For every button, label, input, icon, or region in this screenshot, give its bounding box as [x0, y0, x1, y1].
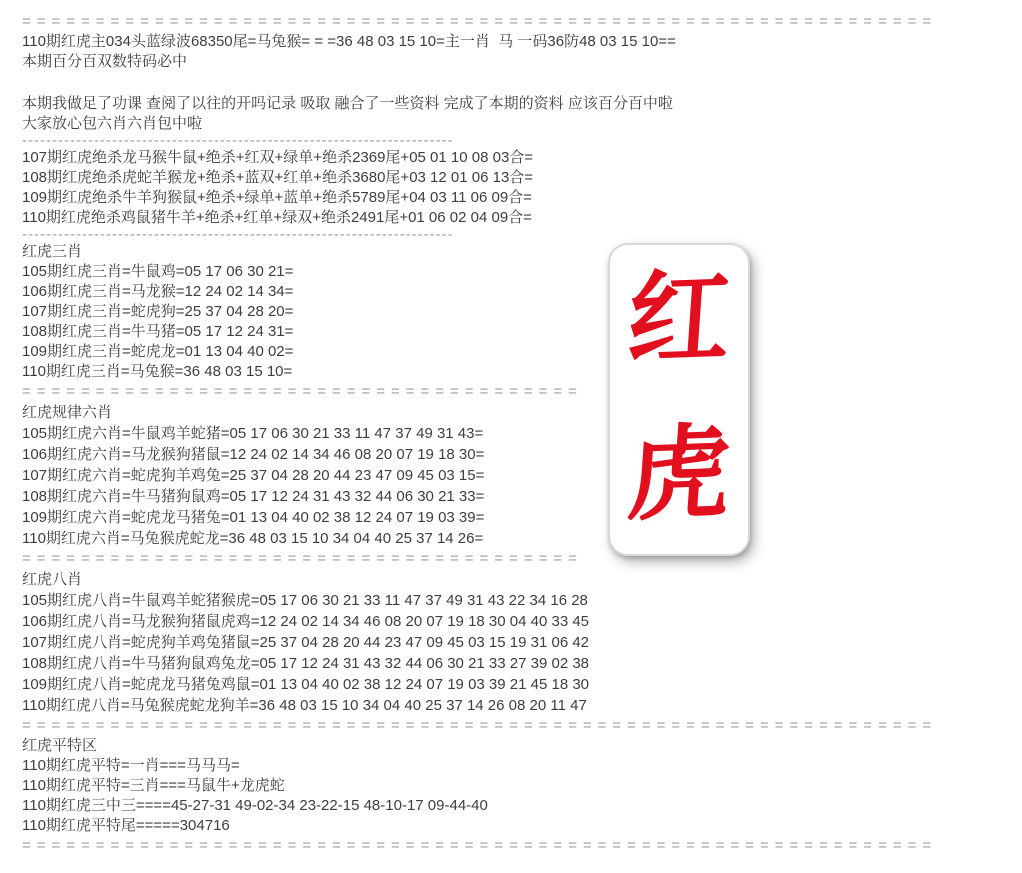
separator: ==============================================================	[22, 717, 938, 734]
liuxiao-title: 红虎规律六肖	[22, 404, 113, 421]
sanxiao-title: 红虎三肖	[22, 243, 83, 260]
separator: ======================================	[22, 550, 583, 567]
juesha-row: 108期红虎绝杀虎蛇羊猴龙+绝杀+蓝双+红单+绝杀3680尾+03 12 01 06 13合=	[22, 169, 534, 186]
red-tiger-badge	[608, 243, 750, 556]
juesha-row: 110期红虎绝杀鸡鼠猪牛羊+绝杀+红单+绿双+绝杀2491尾+01 06 02 04 09合=	[22, 209, 532, 226]
baxiao-row: 106期红虎八肖=马龙猴狗猪鼠虎鸡=12 24 02 14 34 46 08 20 07 19 18 30 04 40 33 45	[22, 613, 590, 630]
pingte-row: 110期红虎平特尾=====304716	[22, 817, 230, 834]
badge-char-hong: 红	[623, 258, 735, 381]
juesha-row: 107期红虎绝杀龙马猴牛鼠+绝杀+红双+绿单+绝杀2369尾+05 01 10 08 03合=	[22, 149, 534, 166]
baxiao-row: 105期红虎八肖=牛鼠鸡羊蛇猪猴虎=05 17 06 30 21 33 11 47 37 49 31 43 22 34 16 28	[22, 592, 588, 609]
sub-prediction-line: 本期百分百双数特码必中	[22, 53, 188, 70]
liuxiao-row: 110期红虎六肖=马兔猴虎蛇龙=36 48 03 15 10 34 04 40 25 37 14 26=	[22, 530, 484, 547]
liuxiao-section	[22, 402, 937, 549]
dashed-separator: ------------------------------------------------------------------------	[22, 228, 454, 242]
pingte-row: 110期红虎三中三====45-27-31 49-02-34 23-22-15 48-10-17 09-44-40	[22, 797, 488, 814]
separator-bottom: ==============================================================	[22, 837, 938, 854]
spacer	[22, 72, 937, 94]
liuxiao-row: 108期红虎六肖=牛马猪狗鼠鸡=05 17 12 24 31 43 32 44 06 30 21 33=	[22, 488, 485, 505]
pingte-title: 红虎平特区	[22, 737, 98, 754]
sanxiao-row: 107期红虎三肖=蛇虎狗=25 37 04 28 20=	[22, 303, 294, 320]
baxiao-section	[22, 569, 937, 716]
main-prediction-line: 110期红虎主034头蓝绿波68350尾=马兔猴= = =36 48 03 15 10=主一肖 马 一码36防48 03 15 10==	[22, 33, 676, 50]
pingte-row: 110期红虎平特=三肖===马鼠牛+龙虎蛇	[22, 777, 285, 794]
intro-line-2: 大家放心包六肖六肖包中啦	[22, 115, 203, 132]
sanxiao-section	[22, 242, 937, 382]
sanxiao-row: 105期红虎三肖=牛鼠鸡=05 17 06 30 21=	[22, 263, 294, 280]
liuxiao-row: 107期红虎六肖=蛇虎狗羊鸡兔=25 37 04 28 20 44 23 47 09 45 03 15=	[22, 467, 485, 484]
sanxiao-row: 109期红虎三肖=蛇虎龙=01 13 04 40 02=	[22, 343, 294, 360]
intro-line-1: 本期我做足了功课 查阅了以往的开吗记录 吸取 融合了一些资料 完成了本期的资料 应该百分百中啦	[22, 95, 673, 112]
baxiao-row: 107期红虎八肖=蛇虎狗羊鸡兔猪鼠=25 37 04 28 20 44 23 47 09 45 03 15 19 31 06 42	[22, 634, 590, 651]
baxiao-row: 108期红虎八肖=牛马猪狗鼠鸡兔龙=05 17 12 24 31 43 32 44 06 30 21 33 27 39 02 38	[22, 655, 590, 672]
dashed-separator: ------------------------------------------------------------------------	[22, 134, 454, 148]
post-body	[22, 12, 937, 856]
pingte-section	[22, 736, 937, 836]
pingte-row: 110期红虎平特=一肖===马马马=	[22, 757, 240, 774]
juesha-section	[22, 148, 937, 228]
baxiao-row: 110期红虎八肖=马兔猴虎蛇龙狗羊=36 48 03 15 10 34 04 40 25 37 14 26 08 20 11 47	[22, 697, 587, 714]
sanxiao-row: 108期红虎三肖=牛马猪=05 17 12 24 31=	[22, 323, 294, 340]
liuxiao-row: 106期红虎六肖=马龙猴狗猪鼠=12 24 02 14 34 46 08 20 07 19 18 30=	[22, 446, 485, 463]
separator: ======================================	[22, 383, 583, 400]
sanxiao-row: 110期红虎三肖=马兔猴=36 48 03 15 10=	[22, 363, 293, 380]
juesha-row: 109期红虎绝杀牛羊狗猴鼠+绝杀+绿单+蓝单+绝杀5789尾+04 03 11 06 09合=	[22, 189, 532, 206]
baxiao-title: 红虎八肖	[22, 571, 83, 588]
liuxiao-row: 109期红虎六肖=蛇虎龙马猪兔=01 13 04 40 02 38 12 24 07 19 03 39=	[22, 509, 485, 526]
separator-top: ==============================================================	[22, 13, 938, 30]
sanxiao-row: 106期红虎三肖=马龙猴=12 24 02 14 34=	[22, 283, 294, 300]
baxiao-row: 109期红虎八肖=蛇虎龙马猪兔鸡鼠=01 13 04 40 02 38 12 24 07 19 03 39 21 45 18 30	[22, 676, 590, 693]
liuxiao-row: 105期红虎六肖=牛鼠鸡羊蛇猪=05 17 06 30 21 33 11 47 37 49 31 43=	[22, 425, 484, 442]
badge-char-hu: 虎	[623, 413, 735, 536]
